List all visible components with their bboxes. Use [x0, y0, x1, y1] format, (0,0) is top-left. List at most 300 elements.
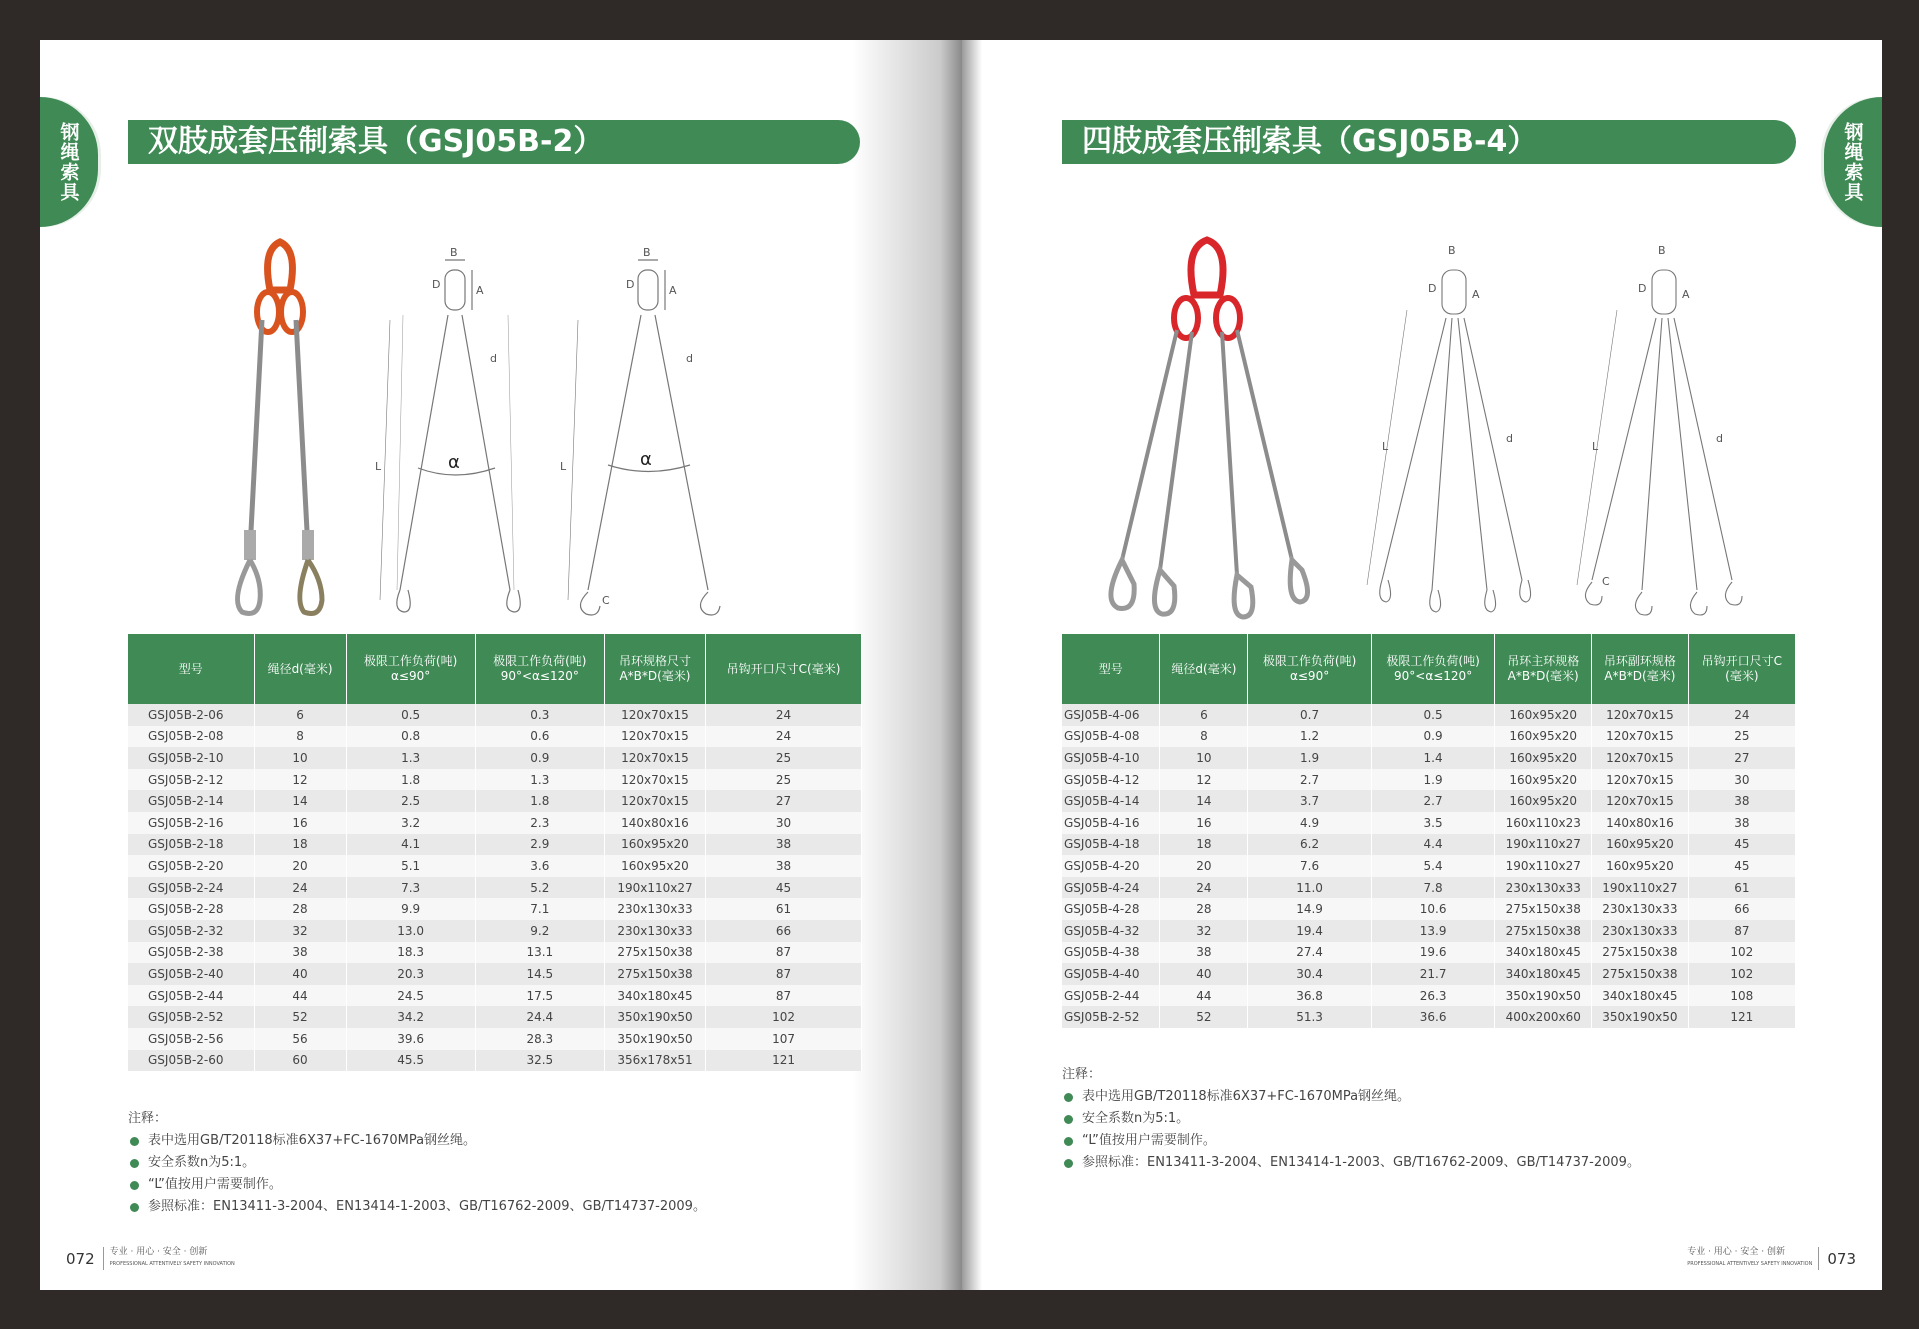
table-cell: 9.9: [346, 898, 475, 920]
table-cell: 28: [1160, 898, 1248, 920]
table-cell: 20.3: [346, 963, 475, 985]
table-cell: GSJ05B-2-52: [1062, 1006, 1160, 1028]
table-row: [1062, 834, 1796, 856]
table-cell: 38: [1688, 812, 1795, 834]
table-cell: 52: [1160, 1006, 1248, 1028]
table-row: [128, 942, 862, 964]
table-cell: GSJ05B-4-12: [1062, 769, 1160, 791]
note-item: 表中选用GB/T20118标准6X37+FC-1670MPa钢丝绳。: [128, 1130, 706, 1152]
table-row: [1062, 769, 1796, 791]
table-cell: 230x130x33: [1592, 920, 1689, 942]
side-tab: 钢绳索具: [40, 97, 98, 227]
table-cell: 6: [1160, 704, 1248, 726]
table-row: [1062, 1006, 1796, 1028]
table-cell: 3.7: [1248, 790, 1372, 812]
table-cell: GSJ05B-2-06: [128, 704, 254, 726]
table-cell: 0.9: [475, 747, 604, 769]
table-cell: 9.2: [475, 920, 604, 942]
table-cell: 32: [254, 920, 346, 942]
table-row: [128, 985, 862, 1007]
table-cell: GSJ05B-4-32: [1062, 920, 1160, 942]
table-cell: 61: [1688, 877, 1795, 899]
table-cell: 120x70x15: [604, 769, 705, 791]
table-cell: 24.4: [475, 1006, 604, 1028]
table-cell: 14.9: [1248, 898, 1372, 920]
slogan: [1687, 1247, 1819, 1270]
note-item: “L”值按用户需要制作。: [128, 1174, 706, 1196]
table-cell: 350x190x50: [604, 1006, 705, 1028]
table-cell: 30: [706, 812, 862, 834]
label-b: B: [450, 246, 458, 259]
table-cell: 102: [1688, 942, 1795, 964]
table-cell: 1.3: [346, 747, 475, 769]
table-cell: 120x70x15: [1592, 704, 1689, 726]
table-cell: 45.5: [346, 1050, 475, 1072]
table-cell: 10.6: [1371, 898, 1495, 920]
side-tab: 钢绳索具: [1824, 97, 1882, 227]
table-cell: 66: [1688, 898, 1795, 920]
label-a: A: [1472, 288, 1480, 301]
table-cell: 1.9: [1248, 747, 1372, 769]
table-cell: 39.6: [346, 1028, 475, 1050]
table-cell: 160x95x20: [1495, 747, 1592, 769]
table-cell: 66: [706, 920, 862, 942]
table-cell: 230x130x33: [1592, 898, 1689, 920]
table-row: [1062, 877, 1796, 899]
table-cell: 17.5: [475, 985, 604, 1007]
table-cell: 140x80x16: [1592, 812, 1689, 834]
table-row: [128, 1006, 862, 1028]
table-cell: 120x70x15: [604, 747, 705, 769]
label-d-lower: d: [490, 352, 497, 365]
notes: [128, 1108, 706, 1218]
table-cell: 7.1: [475, 898, 604, 920]
spine-shadow: [852, 40, 962, 1290]
table-cell: 24.5: [346, 985, 475, 1007]
table-cell: 340x180x45: [1495, 963, 1592, 985]
note-item: 参照标准：EN13411-3-2004、EN13414-1-2003、GB/T16762-2009、GB/T14737-2009。: [128, 1196, 706, 1218]
table-cell: 120x70x15: [1592, 790, 1689, 812]
table-cell: 2.7: [1371, 790, 1495, 812]
table-cell: 16: [1160, 812, 1248, 834]
table-cell: GSJ05B-4-20: [1062, 855, 1160, 877]
table-row: [128, 855, 862, 877]
label-d-lower: d: [1716, 432, 1723, 445]
table-cell: 350x190x50: [1495, 985, 1592, 1007]
slogan: [103, 1247, 235, 1270]
table-cell: 5.2: [475, 877, 604, 899]
table-cell: 275x150x38: [604, 963, 705, 985]
table-cell: 61: [706, 898, 862, 920]
table-row: [1062, 898, 1796, 920]
note-item: 安全系数n为5:1。: [128, 1152, 706, 1174]
table-row: [1062, 855, 1796, 877]
table-cell: 190x110x27: [604, 877, 705, 899]
table-cell: GSJ05B-4-06: [1062, 704, 1160, 726]
table-cell: 3.5: [1371, 812, 1495, 834]
column-header: 型号: [128, 634, 254, 704]
label-alpha: α: [448, 452, 460, 473]
label-c: C: [1602, 575, 1610, 588]
table-cell: 2.9: [475, 834, 604, 856]
table-row: [128, 747, 862, 769]
table-cell: 10: [1160, 747, 1248, 769]
label-a: A: [1682, 288, 1690, 301]
table-cell: 3.6: [475, 855, 604, 877]
column-header: 吊钩开口尺寸C(毫米): [706, 634, 862, 704]
table-cell: 190x110x27: [1495, 855, 1592, 877]
table-cell: 7.3: [346, 877, 475, 899]
table-cell: 3.2: [346, 812, 475, 834]
column-header: 极限工作负荷(吨) 90°<α≤120°: [475, 634, 604, 704]
table-cell: 340x180x45: [1592, 985, 1689, 1007]
table-row: [1062, 812, 1796, 834]
four-leg-sling-photo: [1111, 240, 1308, 617]
table-cell: 36.8: [1248, 985, 1372, 1007]
table-row: [1062, 747, 1796, 769]
table-cell: GSJ05B-2-52: [128, 1006, 254, 1028]
slogan-cn: 专业 · 用心 · 安全 · 创新: [109, 1247, 208, 1257]
table-cell: 160x95x20: [604, 834, 705, 856]
table-cell: 51.3: [1248, 1006, 1372, 1028]
table-cell: 28: [254, 898, 346, 920]
table-cell: 6: [254, 704, 346, 726]
table-cell: 340x180x45: [1495, 942, 1592, 964]
sling-figures: [190, 220, 830, 640]
left-page: [40, 40, 962, 1290]
table-cell: 275x150x38: [1592, 963, 1689, 985]
table-cell: 45: [1688, 834, 1795, 856]
column-header: 绳径d(毫米): [254, 634, 346, 704]
table-cell: GSJ05B-2-28: [128, 898, 254, 920]
table-cell: 25: [706, 747, 862, 769]
table-cell: GSJ05B-2-08: [128, 726, 254, 748]
table-cell: 87: [1688, 920, 1795, 942]
table-cell: 4.4: [1371, 834, 1495, 856]
table-cell: 120x70x15: [604, 790, 705, 812]
table-cell: 356x178x51: [604, 1050, 705, 1072]
table-cell: 24: [1688, 704, 1795, 726]
table-cell: 44: [1160, 985, 1248, 1007]
table-cell: 13.1: [475, 942, 604, 964]
table-row: [1062, 963, 1796, 985]
label-l: L: [560, 460, 567, 473]
table-cell: 102: [706, 1006, 862, 1028]
spine-shadow: [962, 40, 982, 1290]
note-item: 表中选用GB/T20118标准6X37+FC-1670MPa钢丝绳。: [1062, 1086, 1640, 1108]
table-cell: 5.1: [346, 855, 475, 877]
table-cell: 140x80x16: [604, 812, 705, 834]
label-l: L: [375, 460, 382, 473]
column-header: 极限工作负荷(吨) α≤90°: [346, 634, 475, 704]
table-cell: 25: [1688, 726, 1795, 748]
four-leg-sling-drawing-eye: [1367, 244, 1531, 612]
table-cell: 20: [254, 855, 346, 877]
table-cell: 5.4: [1371, 855, 1495, 877]
table-cell: 60: [254, 1050, 346, 1072]
table-cell: 45: [1688, 855, 1795, 877]
table-cell: GSJ05B-4-10: [1062, 747, 1160, 769]
table-cell: 1.2: [1248, 726, 1372, 748]
table-cell: 7.8: [1371, 877, 1495, 899]
table-cell: GSJ05B-4-28: [1062, 898, 1160, 920]
table-cell: GSJ05B-2-32: [128, 920, 254, 942]
table-cell: 160x95x20: [1495, 704, 1592, 726]
table-cell: 160x95x20: [1495, 790, 1592, 812]
table-cell: 121: [1688, 1006, 1795, 1028]
page-footer: [66, 1247, 235, 1270]
table-cell: 38: [706, 855, 862, 877]
label-d-upper: D: [626, 278, 635, 291]
label-a: A: [476, 284, 484, 297]
table-cell: GSJ05B-2-14: [128, 790, 254, 812]
label-b: B: [1658, 244, 1666, 257]
table-cell: 160x95x20: [1495, 769, 1592, 791]
table-cell: 275x150x38: [604, 942, 705, 964]
table-cell: 14: [254, 790, 346, 812]
table-cell: 1.4: [1371, 747, 1495, 769]
table-cell: 0.6: [475, 726, 604, 748]
table-cell: 7.6: [1248, 855, 1372, 877]
table-cell: 14: [1160, 790, 1248, 812]
table-cell: GSJ05B-4-38: [1062, 942, 1160, 964]
table-cell: 18: [1160, 834, 1248, 856]
table-row: [128, 1028, 862, 1050]
table-cell: 8: [1160, 726, 1248, 748]
table-cell: 87: [706, 942, 862, 964]
table-cell: 13.0: [346, 920, 475, 942]
table-cell: 0.8: [346, 726, 475, 748]
label-d-upper: D: [432, 278, 441, 291]
table-cell: 16: [254, 812, 346, 834]
slogan-en: PROFESSIONAL ATTENTIVELY SAFETY INNOVATION: [109, 1261, 235, 1267]
table-cell: 30: [1688, 769, 1795, 791]
label-a: A: [669, 284, 677, 297]
label-b: B: [643, 246, 651, 259]
table-row: [1062, 942, 1796, 964]
notes-title: 注释：: [128, 1111, 168, 1126]
two-leg-sling-photo: [238, 242, 323, 614]
table-cell: 230x130x33: [604, 920, 705, 942]
table-cell: GSJ05B-2-18: [128, 834, 254, 856]
table-cell: 2.3: [475, 812, 604, 834]
table-cell: 27: [1688, 747, 1795, 769]
notes-title: 注释：: [1062, 1067, 1102, 1082]
table-cell: 160x110x23: [1495, 812, 1592, 834]
table-cell: GSJ05B-2-10: [128, 747, 254, 769]
table-cell: 26.3: [1371, 985, 1495, 1007]
table-cell: 38: [1160, 942, 1248, 964]
table-cell: 1.9: [1371, 769, 1495, 791]
table-cell: GSJ05B-2-44: [128, 985, 254, 1007]
table-cell: 19.6: [1371, 942, 1495, 964]
label-d-upper: D: [1428, 282, 1437, 295]
table-cell: GSJ05B-2-60: [128, 1050, 254, 1072]
right-page: [962, 40, 1882, 1290]
table-cell: 32.5: [475, 1050, 604, 1072]
table-cell: 4.9: [1248, 812, 1372, 834]
column-header: 极限工作负荷(吨) 90°<α≤120°: [1371, 634, 1495, 704]
table-cell: 102: [1688, 963, 1795, 985]
table-cell: 4.1: [346, 834, 475, 856]
table-cell: 160x95x20: [1592, 855, 1689, 877]
table-row: [128, 834, 862, 856]
table-cell: 27.4: [1248, 942, 1372, 964]
page-number: 073: [1827, 1249, 1856, 1268]
page-title: 四肢成套压制索具（GSJ05B-4）: [1062, 120, 1796, 164]
spec-table: [1062, 634, 1796, 1028]
column-header: 绳径d(毫米): [1160, 634, 1248, 704]
table-cell: 121: [706, 1050, 862, 1072]
page-title: 双肢成套压制索具（GSJ05B-2）: [128, 120, 860, 164]
table-row: [128, 963, 862, 985]
table-cell: GSJ05B-4-08: [1062, 726, 1160, 748]
table-cell: 230x130x33: [1495, 877, 1592, 899]
table-cell: 27: [706, 790, 862, 812]
label-c: C: [602, 594, 610, 607]
table-cell: 45: [706, 877, 862, 899]
label-d-lower: d: [1506, 432, 1513, 445]
label-l: L: [1592, 440, 1599, 453]
table-cell: 275x150x38: [1592, 942, 1689, 964]
label-l: L: [1382, 440, 1389, 453]
table-cell: GSJ05B-2-24: [128, 877, 254, 899]
table-cell: 30.4: [1248, 963, 1372, 985]
table-cell: 24: [1160, 877, 1248, 899]
spec-table: [128, 634, 862, 1071]
table-cell: 14.5: [475, 963, 604, 985]
table-cell: 19.4: [1248, 920, 1372, 942]
table-cell: 56: [254, 1028, 346, 1050]
table-cell: 38: [706, 834, 862, 856]
column-header: 型号: [1062, 634, 1160, 704]
table-cell: 0.7: [1248, 704, 1372, 726]
sling-figures: [1082, 220, 1762, 640]
table-cell: 120x70x15: [1592, 769, 1689, 791]
two-leg-sling-drawing-hook: [560, 246, 720, 615]
table-cell: 87: [706, 985, 862, 1007]
table-cell: 40: [1160, 963, 1248, 985]
table-row: [1062, 985, 1796, 1007]
table-cell: 34.2: [346, 1006, 475, 1028]
label-b: B: [1448, 244, 1456, 257]
column-header: 极限工作负荷(吨) α≤90°: [1248, 634, 1372, 704]
table-cell: 350x190x50: [1592, 1006, 1689, 1028]
table-row: [128, 726, 862, 748]
table-cell: 12: [254, 769, 346, 791]
table-cell: 13.9: [1371, 920, 1495, 942]
table-cell: 18: [254, 834, 346, 856]
table-row: [128, 812, 862, 834]
table-cell: 38: [1688, 790, 1795, 812]
table-cell: GSJ05B-2-20: [128, 855, 254, 877]
table-cell: 120x70x15: [1592, 726, 1689, 748]
table-cell: 36.6: [1371, 1006, 1495, 1028]
table-cell: 160x95x20: [604, 855, 705, 877]
note-item: 参照标准：EN13411-3-2004、EN13414-1-2003、GB/T16762-2009、GB/T14737-2009。: [1062, 1152, 1640, 1174]
table-cell: 32: [1160, 920, 1248, 942]
notes: [1062, 1064, 1640, 1174]
slogan-en: PROFESSIONAL ATTENTIVELY SAFETY INNOVATION: [1687, 1261, 1813, 1267]
table-row: [1062, 704, 1796, 726]
table-cell: 350x190x50: [604, 1028, 705, 1050]
table-cell: 275x150x38: [1495, 920, 1592, 942]
table-cell: GSJ05B-2-40: [128, 963, 254, 985]
table-cell: 0.9: [1371, 726, 1495, 748]
table-row: [128, 877, 862, 899]
note-item: “L”值按用户需要制作。: [1062, 1130, 1640, 1152]
column-header: 吊环副环规格 A*B*D(毫米): [1592, 634, 1689, 704]
page-number: 072: [66, 1249, 95, 1268]
table-cell: 1.8: [475, 790, 604, 812]
table-cell: 24: [254, 877, 346, 899]
table-cell: 160x95x20: [1495, 726, 1592, 748]
table-row: [128, 769, 862, 791]
table-cell: 0.5: [346, 704, 475, 726]
table-row: [128, 790, 862, 812]
column-header: 吊环主环规格 A*B*D(毫米): [1495, 634, 1592, 704]
page-footer: [1687, 1247, 1856, 1270]
table-cell: 87: [706, 963, 862, 985]
label-d-lower: d: [686, 352, 693, 365]
table-cell: 24: [706, 704, 862, 726]
table-cell: 6.2: [1248, 834, 1372, 856]
table-cell: 11.0: [1248, 877, 1372, 899]
table-cell: 2.7: [1248, 769, 1372, 791]
table-cell: 400x200x60: [1495, 1006, 1592, 1028]
column-header: 吊环规格尺寸 A*B*D(毫米): [604, 634, 705, 704]
two-leg-sling-drawing-eye: [375, 246, 520, 612]
table-cell: 120x70x15: [604, 704, 705, 726]
label-d-upper: D: [1638, 282, 1647, 295]
table-cell: 230x130x33: [604, 898, 705, 920]
table-cell: 25: [706, 769, 862, 791]
table-cell: 12: [1160, 769, 1248, 791]
label-alpha: α: [640, 449, 652, 470]
table-cell: 44: [254, 985, 346, 1007]
table-cell: 21.7: [1371, 963, 1495, 985]
table-cell: GSJ05B-2-56: [128, 1028, 254, 1050]
note-item: 安全系数n为5:1。: [1062, 1108, 1640, 1130]
table-cell: 24: [706, 726, 862, 748]
table-cell: 2.5: [346, 790, 475, 812]
table-cell: GSJ05B-4-40: [1062, 963, 1160, 985]
table-cell: 0.5: [1371, 704, 1495, 726]
table-cell: 0.3: [475, 704, 604, 726]
table-cell: 8: [254, 726, 346, 748]
table-cell: 1.8: [346, 769, 475, 791]
table-cell: 107: [706, 1028, 862, 1050]
table-cell: 1.3: [475, 769, 604, 791]
table-cell: GSJ05B-2-44: [1062, 985, 1160, 1007]
table-cell: 190x110x27: [1592, 877, 1689, 899]
table-cell: 20: [1160, 855, 1248, 877]
table-cell: GSJ05B-4-14: [1062, 790, 1160, 812]
table-row: [1062, 726, 1796, 748]
table-cell: 38: [254, 942, 346, 964]
table-cell: 190x110x27: [1495, 834, 1592, 856]
table-row: [128, 898, 862, 920]
table-row: [1062, 790, 1796, 812]
table-cell: 275x150x38: [1495, 898, 1592, 920]
table-row: [128, 920, 862, 942]
table-cell: 10: [254, 747, 346, 769]
column-header: 吊钩开口尺寸C (毫米): [1688, 634, 1795, 704]
table-cell: 18.3: [346, 942, 475, 964]
table-cell: 340x180x45: [604, 985, 705, 1007]
table-cell: 160x95x20: [1592, 834, 1689, 856]
slogan-cn: 专业 · 用心 · 安全 · 创新: [1687, 1247, 1785, 1257]
